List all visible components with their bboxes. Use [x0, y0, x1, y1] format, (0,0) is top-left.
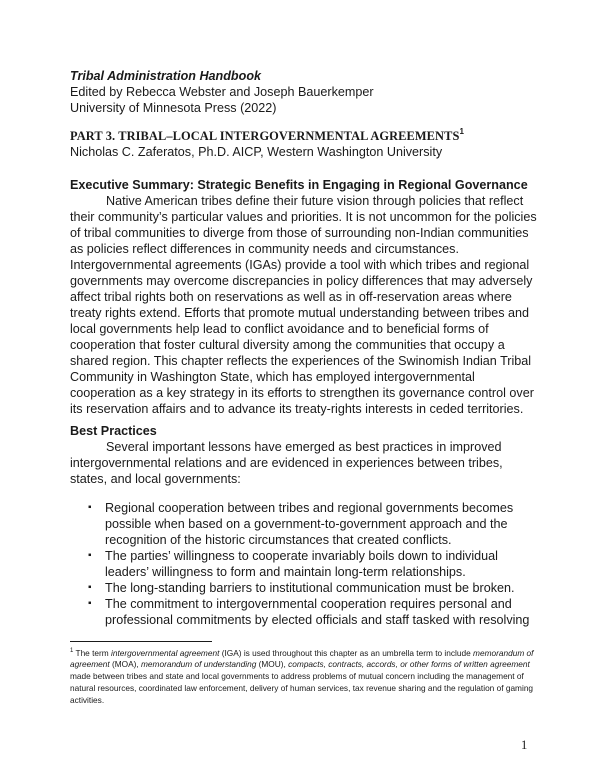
list-item: ▪ The long-standing barriers to institutional communication must be broken.: [88, 580, 540, 596]
executive-summary-section: [70, 177, 542, 417]
footnote-text: (MOA),: [109, 659, 142, 670]
footnote-separator: [70, 641, 212, 642]
executive-summary-heading: Executive Summary: Strategic Benefits in Engaging in Regional Governance: [70, 178, 528, 192]
footnote: [70, 646, 540, 706]
best-practices-heading: Best Practices: [70, 424, 157, 438]
footnote-reference[interactable]: 1: [459, 127, 464, 136]
footnote-text: The term: [73, 647, 111, 658]
best-practices-section: [70, 423, 542, 487]
footnote-term: intergovernmental agreement: [111, 647, 220, 658]
footnote-term: compacts, contracts, accords, or other forms of written agreement: [288, 659, 530, 670]
best-practices-list: [88, 500, 540, 628]
publisher-line: University of Minnesota Press (2022): [70, 101, 277, 115]
book-title: Tribal Administration Handbook: [70, 69, 262, 83]
footnote-text: made between tribes and state and local governments to address problems of mutual concern including the management of natural resources, coordinated law enforcement, delivery of human services, tax revenue sharing and the regulation of gaming activities.: [70, 671, 534, 705]
citation-header: [70, 68, 374, 116]
author-line: Nicholas C. Zaferatos, Ph.D. AICP, Western Washington University: [70, 145, 443, 160]
footnote-marker: 1: [70, 648, 74, 654]
part-title: [70, 125, 464, 144]
footnote-term: memorandum of agreement: [70, 647, 534, 670]
footnote-text: (IGA) is used throughout this chapter as an umbrella term to include: [219, 647, 474, 658]
list-item: ▪ The commitment to intergovernmental cooperation requires personal and professional commitments by elected officials and staff tasked with resolving: [88, 596, 540, 628]
editors-line: Edited by Rebecca Webster and Joseph Bauerkemper: [70, 85, 374, 99]
part-title-text: PART 3. TRIBAL–LOCAL INTERGOVERNMENTAL AGREEMENTS: [70, 129, 460, 144]
page-number: 1: [521, 738, 528, 752]
executive-summary-body: Native American tribes define their future vision through policies that reflect their community’s particular values and priorities. It is not uncommon for the policies of tribal communities to diverge from those of surrounding non-Indian communities as policies reflect differences in community needs and circumstances. Intergovernmental agreements (IGAs) provide a tool with which tribes and regional governments may overcome discrepancies in policy differences that may adversely affect tribal rights both on reservations as well as in off-reservation areas where treaty rights extend. Efforts that promote mutual understanding between tribes and local governments help lead to conflict avoidance and to beneficial forms of cooperation that foster cultural diversity among the communities that occupy a shared region. This chapter reflects the experiences of the Swinomish Indian Tribal Community in Washington State, which has employed intergovernmental cooperation as a key strategy in its efforts to strengthen its governance control over its reservation affairs and to advance its treaty-rights interests in ceded territories.: [70, 194, 537, 416]
best-practices-intro: Several important lessons have emerged as best practices in improved intergovernmental relations and are evidenced in experiences between tribes, states, and local governments:: [70, 440, 503, 486]
list-item: ▪ Regional cooperation between tribes and regional governments becomes possible when based on a government-to-government approach and the recognition of the historic circumstances that created conflicts.: [88, 500, 540, 548]
footnote-text: (MOU),: [256, 659, 289, 670]
list-item: ▪ The parties’ willingness to cooperate invariably boils down to individual leaders’ willingness to form and maintain long-term relationships.: [88, 548, 540, 580]
footnote-term: memorandum of understanding: [141, 659, 257, 670]
part-heading-block: [70, 125, 464, 160]
